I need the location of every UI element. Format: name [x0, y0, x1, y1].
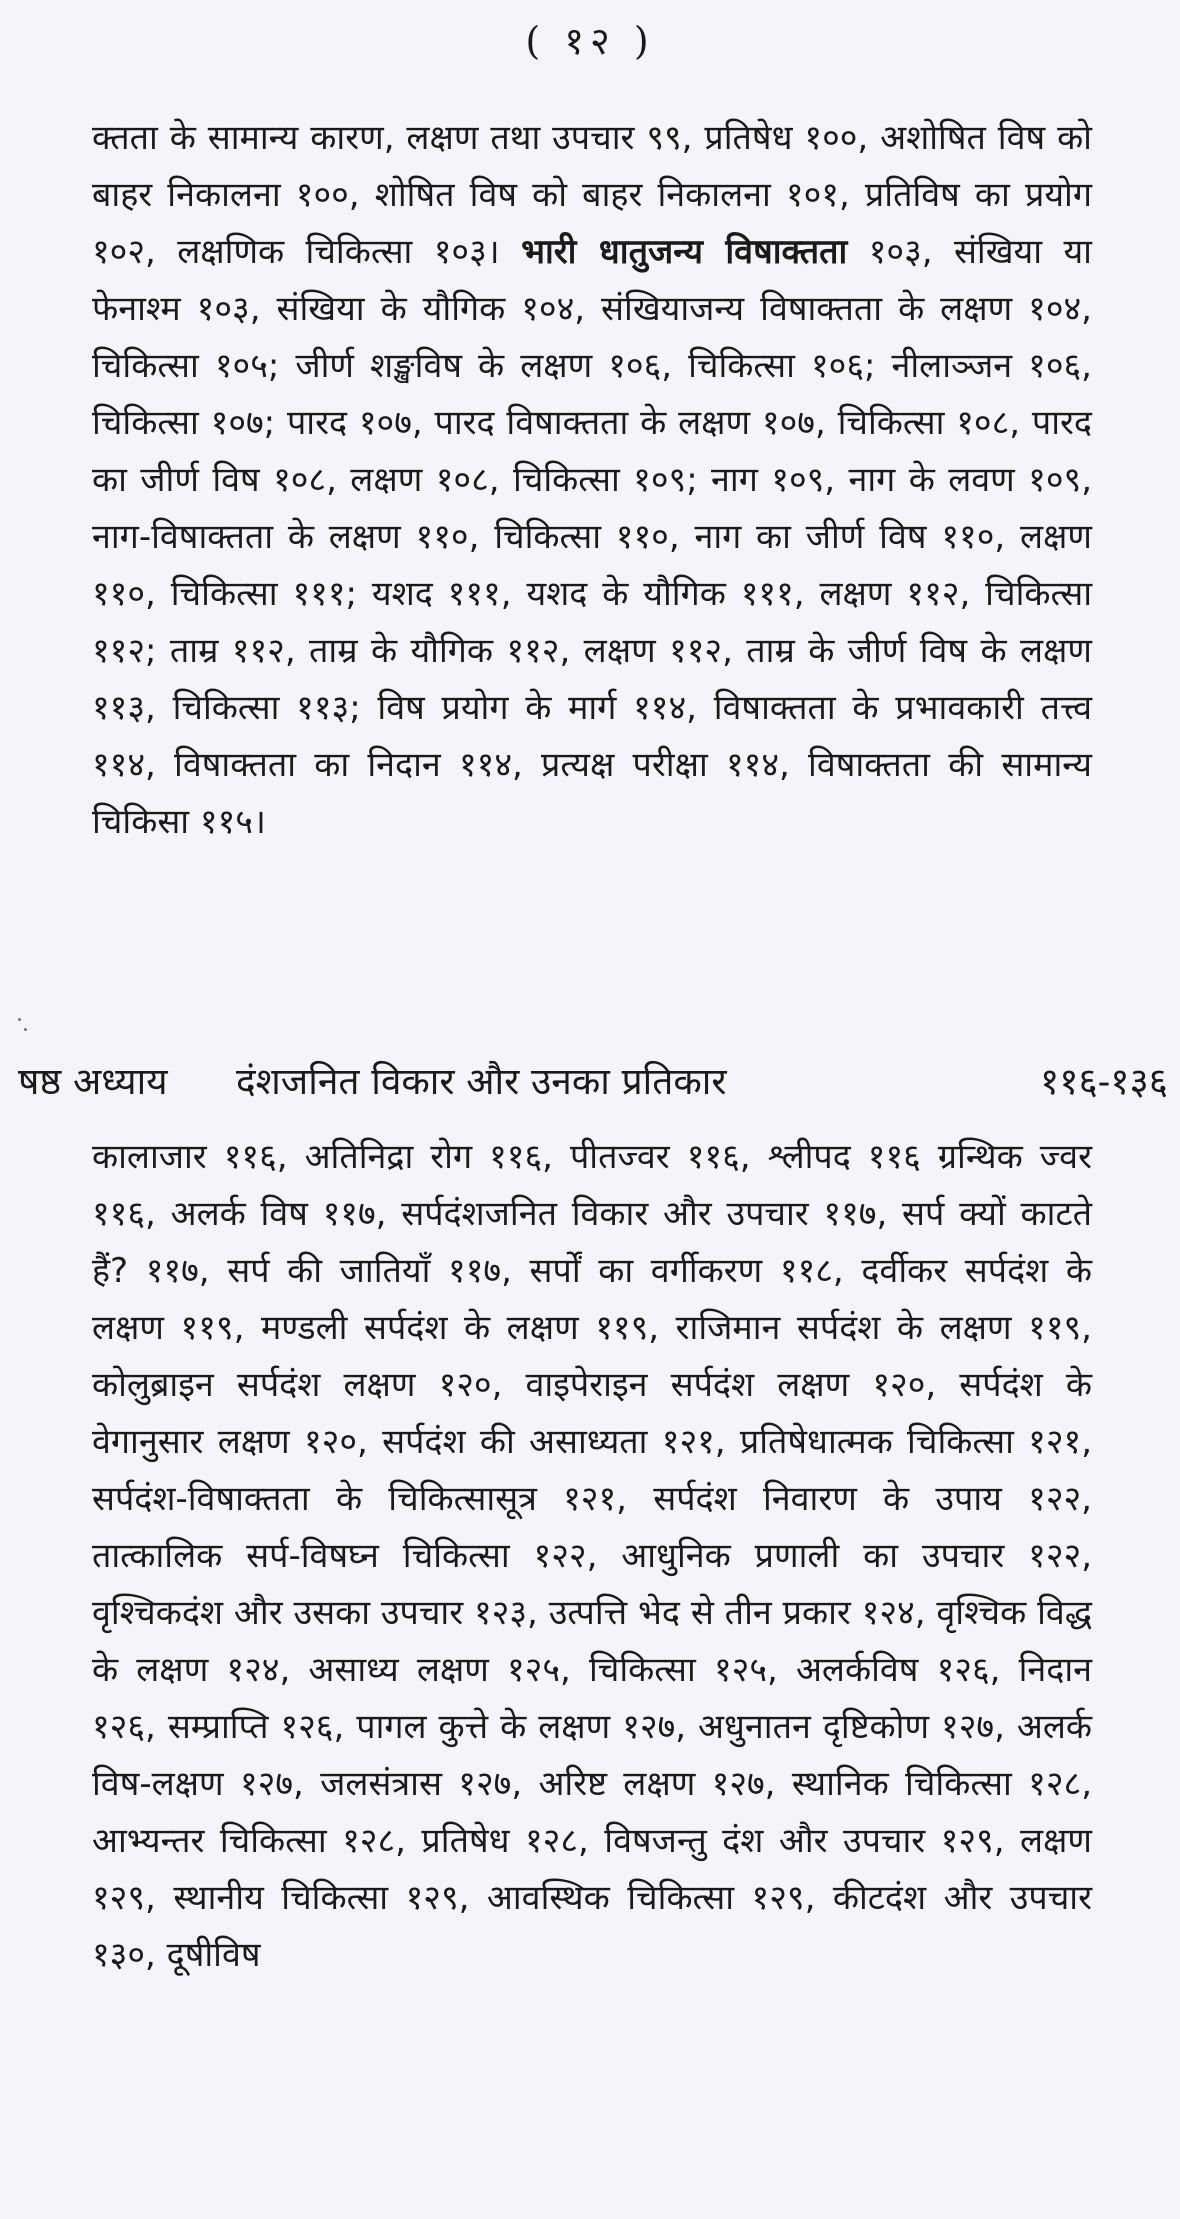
- page-number: ( १२ ): [525, 19, 655, 63]
- subsection-heading-heavy-metal-toxicity: भारी धातुजन्य विषाक्तता: [521, 232, 848, 272]
- index-paragraph-continued: [92, 110, 1092, 851]
- scan-speck: [24, 1028, 27, 1031]
- chapter-heading: [18, 1052, 1168, 1112]
- chapter-label: षष्ठ अध्याय: [18, 1060, 168, 1103]
- paragraph-rest-text: १०३, संखिया या फेनाश्म १०३, संखिया के यौगिक १०४, संखियाजन्य विषाक्तता के लक्षण १०४, चिकित्सा १०५; जीर्ण शङ्खविष के लक्षण १०६, चिकित्सा १०६; नीलाञ्जन १०६, चिकित्सा १०७; पारद १०७, पारद विषाक्तता के लक्षण १०७, चिकित्सा १०८, पारद का जीर्ण विष १०८, लक्षण १०८, चिकित्सा १०९; नाग १०९, नाग के लवण १०९, नाग-विषाक्तता के लक्षण ११०, चिकित्सा ११०, नाग का जीर्ण विष ११०, लक्षण ११०, चिकित्सा १११; यशद १११, यशद के यौगिक १११, लक्षण ११२, चिकित्सा ११२; ताम्र ११२, ताम्र के यौगिक ११२, लक्षण ११२, ताम्र के जीर्ण विष के लक्षण ११३, चिकित्सा ११३; विष प्रयोग के मार्ग ११४, विषाक्तता के प्रभावकारी तत्त्व ११४, विषाक्तता का निदान ११४, प्रत्यक्ष परीक्षा ११४, विषाक्तता की सामान्य चिकिसा ११५।: [92, 232, 1092, 842]
- scan-speck: [18, 1018, 21, 1021]
- chapter-contents-paragraph: कालाजार ११६, अतिनिद्रा रोग ११६, पीतज्वर ११६, श्लीपद ११६ ग्रन्थिक ज्वर ११६, अलर्क विष ११७, सर्पदंशजनित विकार और उपचार ११७, सर्प क्यों काटते हैं? ११७, सर्प की जातियाँ ११७, सर्पों का वर्गीकरण ११८, दर्वीकर सर्पदंश के लक्षण ११९, मण्डली सर्पदंश के लक्षण ११९, राजिमान सर्पदंश के लक्षण ११९, कोलुब्राइन सर्पदंश लक्षण १२०, वाइपेराइन सर्पदंश लक्षण १२०, सर्पदंश के वेगानुसार लक्षण १२०, सर्पदंश की असाध्यता १२१, प्रतिषेधात्मक चिकित्सा १२१, सर्पदंश-विषाक्तता के चिकित्सासूत्र १२१, सर्पदंश निवारण के उपाय १२२, तात्कालिक सर्प-विषघ्न चिकित्सा १२२, आधुनिक प्रणाली का उपचार १२२, वृश्चिकदंश और उसका उपचार १२३, उत्पत्ति भेद से तीन प्रकार १२४, वृश्चिक विद्ध के लक्षण १२४, असाध्य लक्षण १२५, चिकित्सा १२५, अलर्कविष १२६, निदान १२६, सम्प्राप्ति १२६, पागल कुत्ते के लक्षण १२७, अधुनातन दृष्टिकोण १२७, अलर्क विष-लक्षण १२७, जलसंत्रास १२७, अरिष्ट लक्षण १२७, स्थानिक चिकित्सा १२८, आभ्यन्तर चिकित्सा १२८, प्रतिषेध १२८, विषजन्तु दंश और उपचार १२९, लक्षण १२९, स्थानीय चिकित्सा १२९, आवस्थिक चिकित्सा १२९, कीटदंश और उपचार १३०, दूषीविष: [92, 1137, 1092, 1975]
- chapter-title: दंशजनित विकार और उनका प्रतिकार: [236, 1060, 727, 1103]
- chapter-page-range: ११६-१३६: [1040, 1060, 1168, 1103]
- paragraph-lead-text: क्तता के सामान्य कारण, लक्षण तथा उपचार ९९, प्रतिषेध १००, अशोषित विष को बाहर निकालना १००, शोषित विष को बाहर निकालना १०१, प्रतिविष का प्रयोग १०२, लक्षणिक चिकित्सा १०३।: [92, 118, 1092, 272]
